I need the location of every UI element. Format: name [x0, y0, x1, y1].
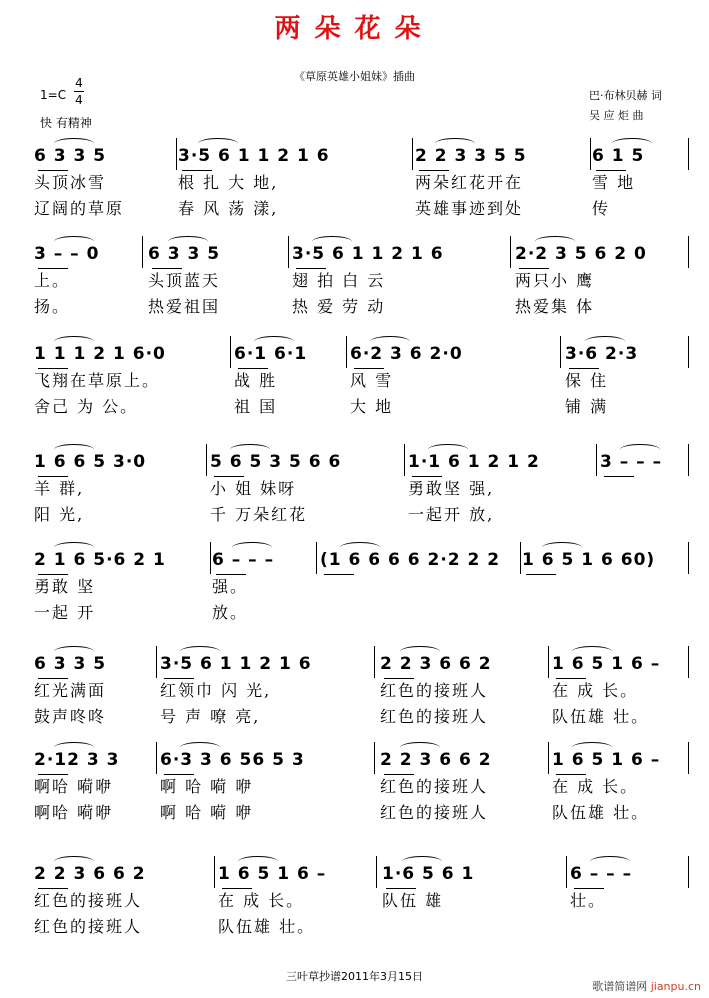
score-line [20, 236, 692, 318]
measure-notes: 2 2 3 3 5 5 [415, 146, 527, 166]
slur-mark [542, 542, 582, 553]
slur-mark [198, 138, 238, 149]
lyric-segment: 上。 [34, 271, 71, 290]
lyric-segment: 根 扎 大 地, [178, 173, 279, 192]
watermark-url: jianpu.cn [650, 980, 701, 993]
lyric-segment: 红色的接班人 [34, 891, 143, 910]
bar-line [206, 444, 207, 476]
lyric-segment: 红色的接班人 [380, 681, 489, 700]
measure-notes: 1 6 5 1 6 – [552, 750, 661, 770]
measure-notes: 1·1 6 1 2 1 2 [408, 452, 540, 472]
slur-mark [590, 856, 630, 867]
slur-mark [620, 444, 660, 455]
lyric-segment: 辽阔的草原 [34, 199, 125, 218]
lyrics-verse-1 [20, 676, 692, 702]
measure-notes: 6 3 3 5 [34, 146, 107, 166]
slur-mark [535, 236, 575, 247]
measure-notes: 3 – – – [600, 452, 663, 472]
slur-mark [435, 138, 475, 149]
slur-mark [400, 742, 440, 753]
note-row [20, 138, 692, 168]
measure-notes: 2·12 3 3 [34, 750, 120, 770]
bar-line [142, 236, 143, 268]
slur-mark [54, 646, 94, 657]
lyric-segment: 羊 群, [34, 479, 85, 498]
measure-notes: 2 2 3 6 6 2 [380, 750, 492, 770]
bar-line [688, 138, 689, 170]
measure-notes: 6·1 6·1 [234, 344, 308, 364]
measure-notes: 6 1 5 [592, 146, 645, 166]
lyrics-verse-2 [20, 500, 692, 526]
bar-line [688, 856, 689, 888]
bar-line [214, 856, 215, 888]
lyric-segment: 英雄事迹到处 [415, 199, 524, 218]
measure-notes: 1·6 5 6 1 [382, 864, 475, 884]
lyrics-verse-2 [20, 194, 692, 220]
lyric-segment: 战 胜 [234, 371, 278, 390]
credits [589, 86, 662, 126]
lyric-segment: 强。 [212, 577, 249, 596]
lyrics-verse-1 [20, 168, 692, 194]
bar-line [412, 138, 413, 170]
note-row [20, 236, 692, 266]
bar-line [288, 236, 289, 268]
lyrics-verse-2 [20, 392, 692, 418]
lyrics-verse-1 [20, 474, 692, 500]
bar-line [210, 542, 211, 574]
lyric-segment: 热爱祖国 [148, 297, 221, 316]
slur-mark [254, 336, 294, 347]
measure-notes: 1 6 6 5 3·0 [34, 452, 147, 472]
lyric-segment: 铺 满 [565, 397, 609, 416]
slur-mark [428, 444, 468, 455]
composer: 吴 应 炬 曲 [589, 109, 644, 122]
lyric-segment: 祖 国 [234, 397, 278, 416]
lyric-segment: 在 成 长。 [552, 681, 639, 700]
lyric-segment: 勇敢坚 强, [408, 479, 495, 498]
bar-line [510, 236, 511, 268]
lyric-segment: 头顶蓝天 [148, 271, 221, 290]
lyrics-verse-1 [20, 366, 692, 392]
slur-mark [572, 742, 612, 753]
score-line [20, 336, 692, 418]
lyric-segment: 保 住 [565, 371, 609, 390]
score-line [20, 138, 692, 220]
lyric-segment: 队伍雄 壮。 [552, 707, 650, 726]
lyric-segment: 啊 哈 嗬 咿 [160, 803, 254, 822]
slur-mark [54, 236, 94, 247]
measure-notes: 3 – – 0 [34, 244, 100, 264]
slur-mark [54, 856, 94, 867]
slur-mark [312, 236, 352, 247]
score-line [20, 742, 692, 824]
score-line [20, 542, 692, 624]
measure-notes: 1 6 5 1 6 – [218, 864, 327, 884]
measure-notes: 3·6 2·3 [565, 344, 639, 364]
measure-notes: 6·2 3 6 2·0 [350, 344, 463, 364]
measure-notes: 1 6 5 1 6 – [552, 654, 661, 674]
bar-line [376, 856, 377, 888]
lyric-segment: 红色的接班人 [34, 917, 143, 936]
lyric-segment: 雪 地 [592, 173, 636, 192]
lyric-segment: 红领巾 闪 光, [160, 681, 272, 700]
lyric-segment: 啊哈 嗬咿 [34, 803, 114, 822]
note-row [20, 646, 692, 676]
watermark-site: 歌谱简谱网 [592, 980, 648, 993]
lyric-segment: 春 风 荡 漾, [178, 199, 279, 218]
bar-line [346, 336, 347, 368]
bar-line [156, 742, 157, 774]
slur-mark [54, 742, 94, 753]
lyric-segment: 红色的接班人 [380, 777, 489, 796]
lyric-segment: 风 雪 [350, 371, 394, 390]
bar-line [688, 336, 689, 368]
score-line [20, 646, 692, 728]
note-row [20, 444, 692, 474]
bar-line [596, 444, 597, 476]
measure-notes: 6 3 3 5 [148, 244, 221, 264]
lyric-segment: 队伍雄 壮。 [218, 917, 316, 936]
lyric-segment: 红色的接班人 [380, 707, 489, 726]
lyric-segment: 飞翔在草原上。 [34, 371, 161, 390]
slur-mark [370, 336, 410, 347]
slur-mark [230, 444, 270, 455]
measure-notes: 3·5 6 1 1 2 1 6 [178, 146, 330, 166]
bar-line [316, 542, 317, 574]
song-title: 两朵花朵 [274, 14, 435, 44]
key-signature: 1=C [40, 88, 67, 102]
score-line [20, 856, 692, 938]
measure-notes: 5 6 5 3 5 6 6 [210, 452, 342, 472]
watermark [592, 978, 701, 994]
slur-mark [340, 542, 380, 553]
lyric-segment: 热 爱 劳 动 [292, 297, 386, 316]
bar-line [404, 444, 405, 476]
slur-mark [180, 742, 220, 753]
bar-line [566, 856, 567, 888]
lyrics-verse-2 [20, 598, 692, 624]
measure-notes: 6 3 3 5 [34, 654, 107, 674]
lyric-segment: 在 成 长。 [552, 777, 639, 796]
bar-line [548, 742, 549, 774]
measure-notes: (1 6 6 6 6 2·2 2 2 [320, 550, 501, 570]
lyric-segment: 阳 光, [34, 505, 85, 524]
lyrics-verse-2 [20, 292, 692, 318]
lyrics-verse-2 [20, 912, 692, 938]
measure-notes: 1 1 1 2 1 6·0 [34, 344, 166, 364]
lyric-segment: 啊 哈 嗬 咿 [160, 777, 254, 796]
lyric-segment: 一起开 放, [408, 505, 495, 524]
note-row [20, 856, 692, 886]
bar-line [688, 742, 689, 774]
measure-notes: 3·5 6 1 1 2 1 6 [292, 244, 444, 264]
lyric-segment: 扬。 [34, 297, 71, 316]
lyric-segment: 壮。 [570, 891, 607, 910]
bar-line [176, 138, 177, 170]
lyric-segment: 勇敢 坚 [34, 577, 96, 596]
lyric-segment: 啊哈 嗬咿 [34, 777, 114, 796]
lyric-segment: 大 地 [350, 397, 394, 416]
slur-mark [612, 138, 652, 149]
lyric-segment: 热爱集 体 [515, 297, 595, 316]
footer-note: 三叶草抄谱2011年3月15日 [286, 970, 423, 983]
slur-mark [238, 856, 278, 867]
bar-line [230, 336, 231, 368]
bar-line [688, 542, 689, 574]
measure-notes: 6 – – – [570, 864, 633, 884]
time-sig-top: 4 [75, 76, 83, 90]
lyrics-verse-2 [20, 702, 692, 728]
time-signature [74, 76, 84, 107]
bar-line [688, 646, 689, 678]
measure-notes: 6·3 3 6 56 5 3 [160, 750, 305, 770]
bar-line [374, 646, 375, 678]
lyric-segment: 放。 [212, 603, 249, 622]
lyric-segment: 红光满面 [34, 681, 107, 700]
lyric-segment: 两只小 鹰 [515, 271, 595, 290]
lyrics-verse-1 [20, 886, 692, 912]
slur-mark [400, 646, 440, 657]
lyricist: 巴·布林贝赫 词 [589, 89, 662, 102]
lyric-segment: 红色的接班人 [380, 803, 489, 822]
lyric-segment: 一起 开 [34, 603, 96, 622]
bar-line [156, 646, 157, 678]
bar-line [374, 742, 375, 774]
tempo-marking: 快 有精神 [40, 116, 92, 130]
slur-mark [54, 444, 94, 455]
measure-notes: 2·2 3 5 6 2 0 [515, 244, 647, 264]
lyric-segment: 在 成 长。 [218, 891, 305, 910]
slur-mark [54, 542, 94, 553]
slur-mark [585, 336, 625, 347]
slur-mark [402, 856, 442, 867]
bar-line [688, 236, 689, 268]
note-row [20, 742, 692, 772]
bar-line [590, 138, 591, 170]
measure-notes: 6 – – – [212, 550, 275, 570]
lyric-segment: 队伍雄 壮。 [552, 803, 650, 822]
slur-mark [572, 646, 612, 657]
lyrics-verse-1 [20, 772, 692, 798]
subtitle: 《草原英雄小姐妹》插曲 [294, 70, 415, 83]
measure-notes: 3·5 6 1 1 2 1 6 [160, 654, 312, 674]
lyric-segment: 千 万朵红花 [210, 505, 308, 524]
lyrics-verse-1 [20, 572, 692, 598]
lyric-segment: 头顶冰雪 [34, 173, 107, 192]
lyric-segment: 小 姐 妹呀 [210, 479, 297, 498]
time-sig-bottom: 4 [75, 93, 83, 107]
measure-notes: 2 1 6 5·6 2 1 [34, 550, 166, 570]
bar-line [548, 646, 549, 678]
slur-mark [168, 236, 208, 247]
lyrics-verse-1 [20, 266, 692, 292]
lyric-segment: 舍己 为 公。 [34, 397, 139, 416]
lyric-segment: 队伍 雄 [382, 891, 444, 910]
slur-mark [54, 336, 94, 347]
measure-notes: 2 2 3 6 6 2 [380, 654, 492, 674]
note-row [20, 336, 692, 366]
slur-mark [232, 542, 272, 553]
score-line [20, 444, 692, 526]
lyric-segment: 号 声 嘹 亮, [160, 707, 261, 726]
bar-line [688, 444, 689, 476]
lyric-segment: 翅 拍 白 云 [292, 271, 386, 290]
lyric-segment: 传 [592, 199, 611, 218]
slur-mark [54, 138, 94, 149]
lyric-segment: 两朵红花开在 [415, 173, 524, 192]
lyric-segment: 鼓声咚咚 [34, 707, 107, 726]
slur-mark [180, 646, 220, 657]
bar-line [520, 542, 521, 574]
measure-notes: 2 2 3 6 6 2 [34, 864, 146, 884]
lyrics-verse-2 [20, 798, 692, 824]
note-row [20, 542, 692, 572]
bar-line [560, 336, 561, 368]
measure-notes: 1 6 5 1 6 60) [522, 550, 656, 570]
